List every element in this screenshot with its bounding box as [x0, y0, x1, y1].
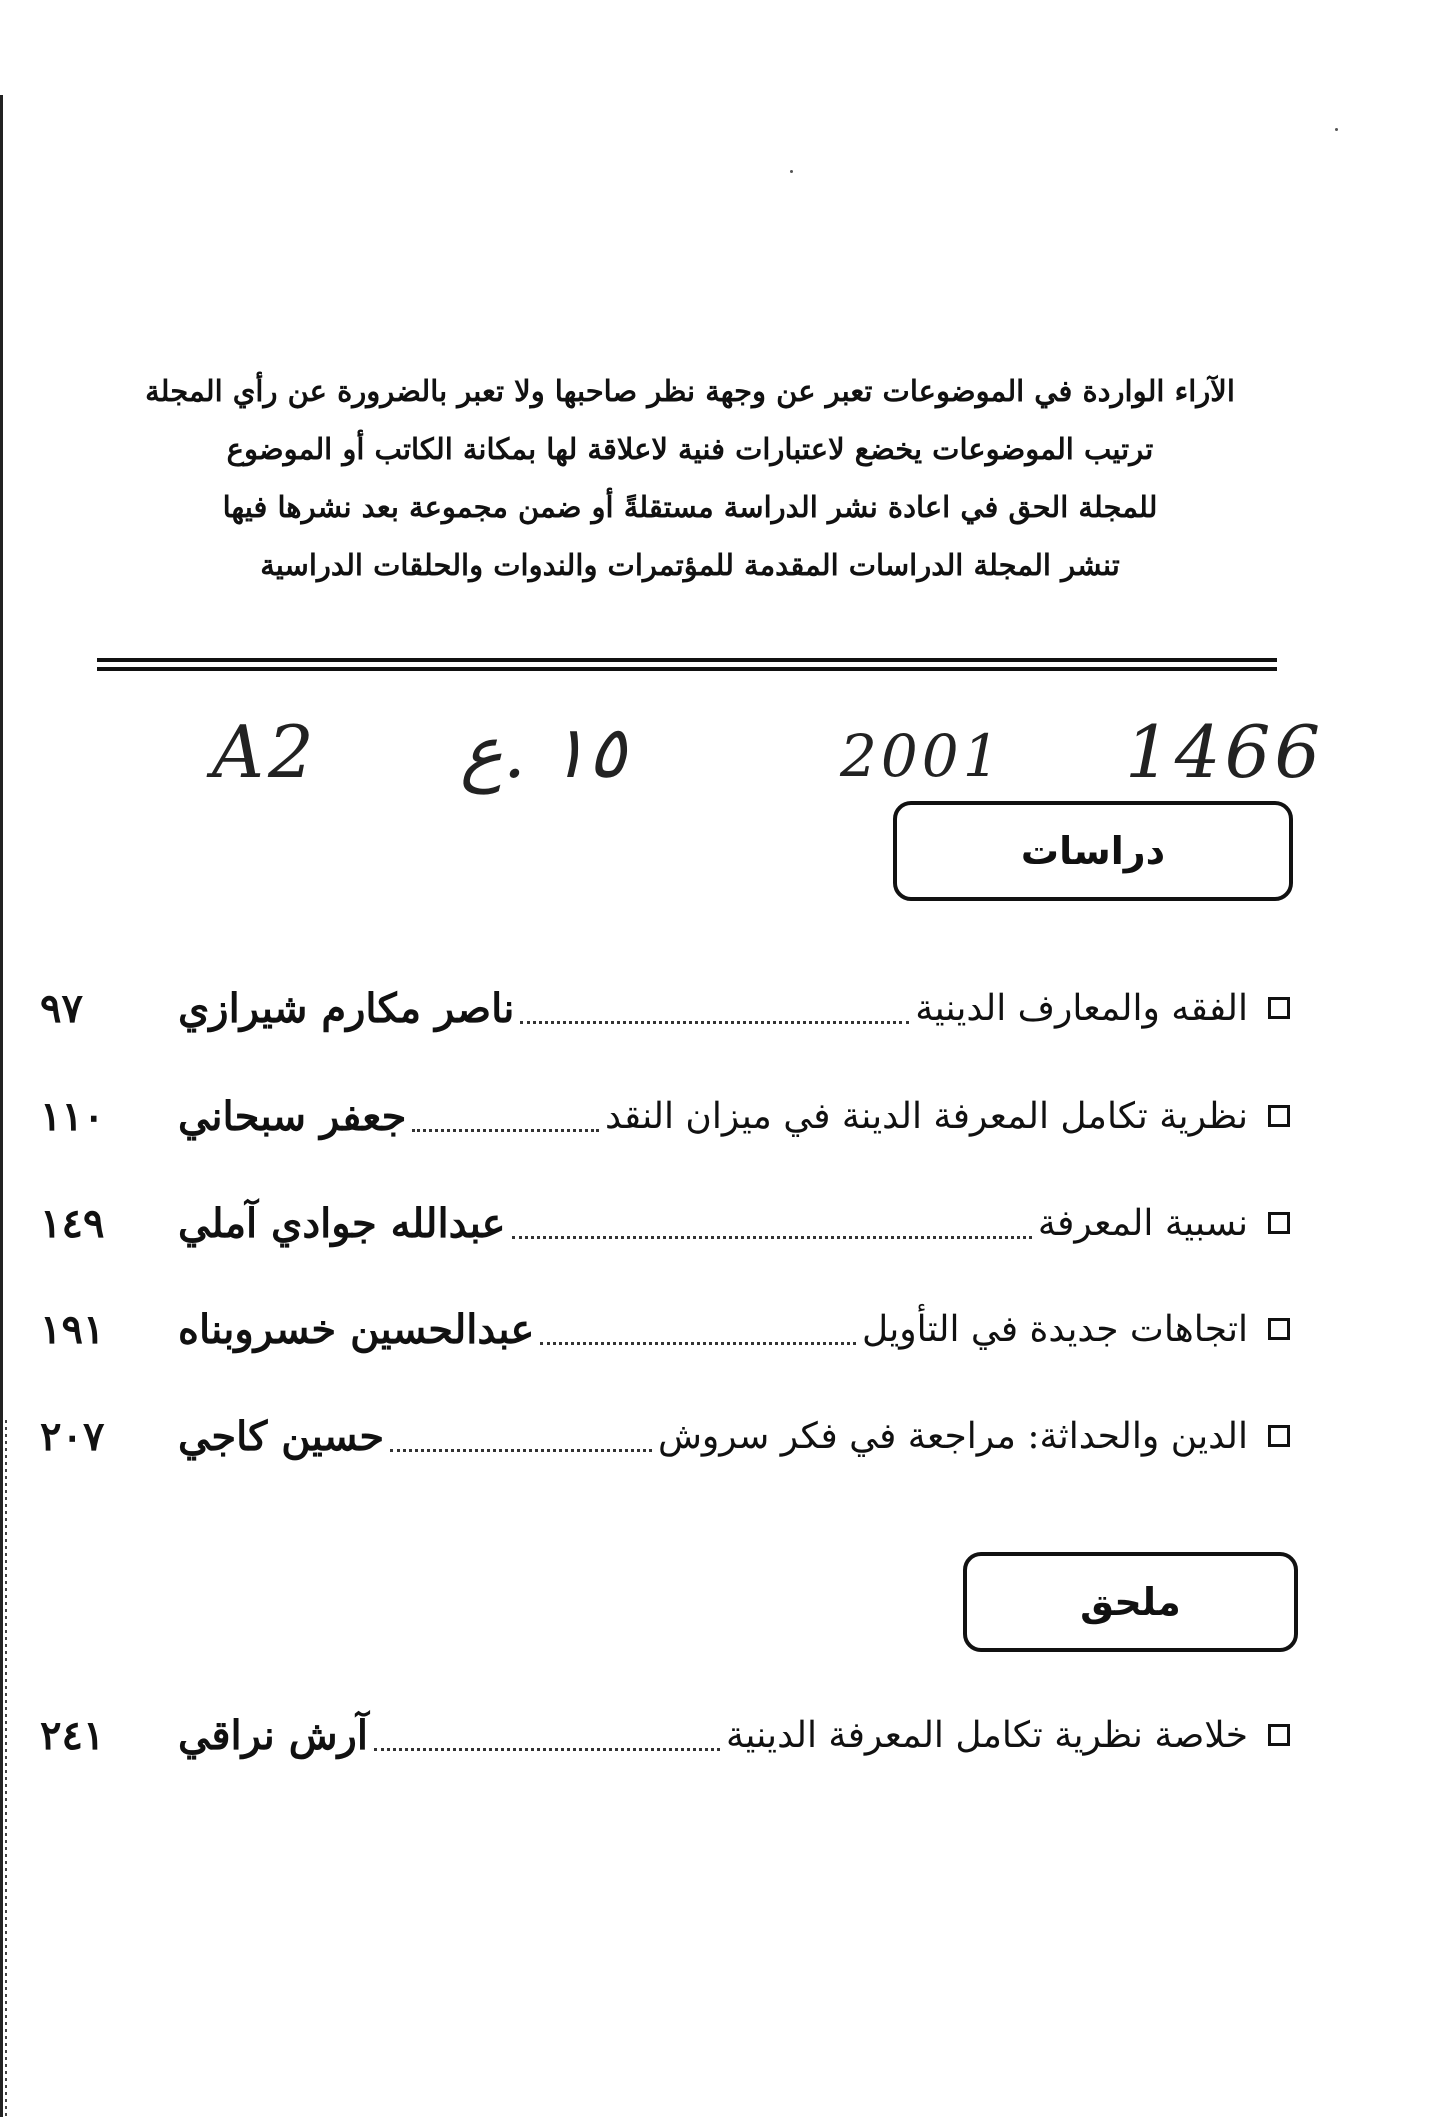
toc-author: عبدالحسين خسروبناه — [178, 1305, 535, 1353]
scan-edge-line — [0, 95, 3, 2117]
handwritten-code: A2 — [212, 710, 318, 794]
toc-entry — [40, 1289, 1290, 1369]
checkbox-bullet-icon — [1268, 1212, 1290, 1234]
scan-edge-dots — [5, 1420, 7, 2117]
toc-entry — [40, 1076, 1290, 1156]
checkbox-bullet-icon — [1268, 1724, 1290, 1746]
toc-title: نظرية تكامل المعرفة الدينة في ميزان النقد — [605, 1095, 1248, 1137]
toc-author: حسين كاجي — [178, 1412, 385, 1460]
toc-entry — [40, 1183, 1290, 1263]
toc-author: جعفر سبحاني — [178, 1092, 407, 1140]
toc-entry — [40, 1695, 1290, 1775]
disclaimer-line: تنشر المجلة الدراسات المقدمة للمؤتمرات والندوات والحلقات الدراسية — [260, 548, 1120, 582]
toc-leader-dots — [412, 1129, 599, 1132]
toc-leader-dots — [390, 1449, 652, 1452]
toc-title: الدين والحداثة: مراجعة في فكر سروش — [657, 1415, 1248, 1457]
toc-title: الفقه والمعارف الدينية — [915, 987, 1248, 1029]
handwritten-number: 1466 — [1125, 710, 1325, 794]
toc-page-number: ٢٠٧ — [40, 1412, 105, 1460]
toc-page-number: ١٩١ — [40, 1305, 105, 1353]
toc-entry — [40, 968, 1290, 1048]
toc-page-number: ١٤٩ — [40, 1199, 105, 1247]
toc-title: نسبية المعرفة — [1037, 1202, 1248, 1244]
toc-leader-dots — [512, 1236, 1032, 1239]
checkbox-bullet-icon — [1268, 1318, 1290, 1340]
toc-title: خلاصة نظرية تكامل المعرفة الدينية — [726, 1714, 1248, 1756]
toc-author: عبدالله جوادي آملي — [178, 1199, 506, 1247]
scan-speck — [1335, 128, 1338, 131]
toc-author: ناصر مكارم شيرازي — [178, 984, 515, 1032]
toc-page-number: ٢٤١ — [40, 1711, 105, 1759]
handwritten-issue: ١٥ .ع — [460, 710, 627, 794]
toc-leader-dots — [540, 1342, 856, 1345]
disclaimer-line: ترتيب الموضوعات يخضع لاعتبارات فنية لاعلاقة لها بمكانة الكاتب أو الموضوع — [226, 432, 1154, 466]
toc-title: اتجاهات جديدة في التأويل — [861, 1308, 1248, 1350]
section-heading-appendix: ملحق — [963, 1552, 1298, 1652]
checkbox-bullet-icon — [1268, 1105, 1290, 1127]
checkbox-bullet-icon — [1268, 997, 1290, 1019]
handwritten-annotation — [200, 700, 1350, 810]
handwritten-year: 2001 — [840, 722, 1004, 790]
disclaimer-block — [100, 362, 1280, 594]
disclaimer-line: الآراء الواردة في الموضوعات تعبر عن وجهة نظر صاحبها ولا تعبر بالضرورة عن رأي المجلة — [145, 374, 1235, 408]
toc-leader-dots — [374, 1748, 720, 1751]
double-rule-divider — [97, 658, 1277, 671]
toc-entry — [40, 1396, 1290, 1476]
toc-page-number: ١١٠ — [40, 1092, 105, 1140]
toc-page-number: ٩٧ — [40, 984, 83, 1032]
toc-author: آرش نراقي — [178, 1711, 368, 1759]
toc-leader-dots — [520, 1021, 909, 1024]
section-heading-studies: دراسات — [893, 801, 1293, 901]
scan-speck — [790, 170, 793, 173]
checkbox-bullet-icon — [1268, 1425, 1290, 1447]
disclaimer-line: للمجلة الحق في اعادة نشر الدراسة مستقلةً أو ضمن مجموعة بعد نشرها فيها — [222, 490, 1158, 524]
